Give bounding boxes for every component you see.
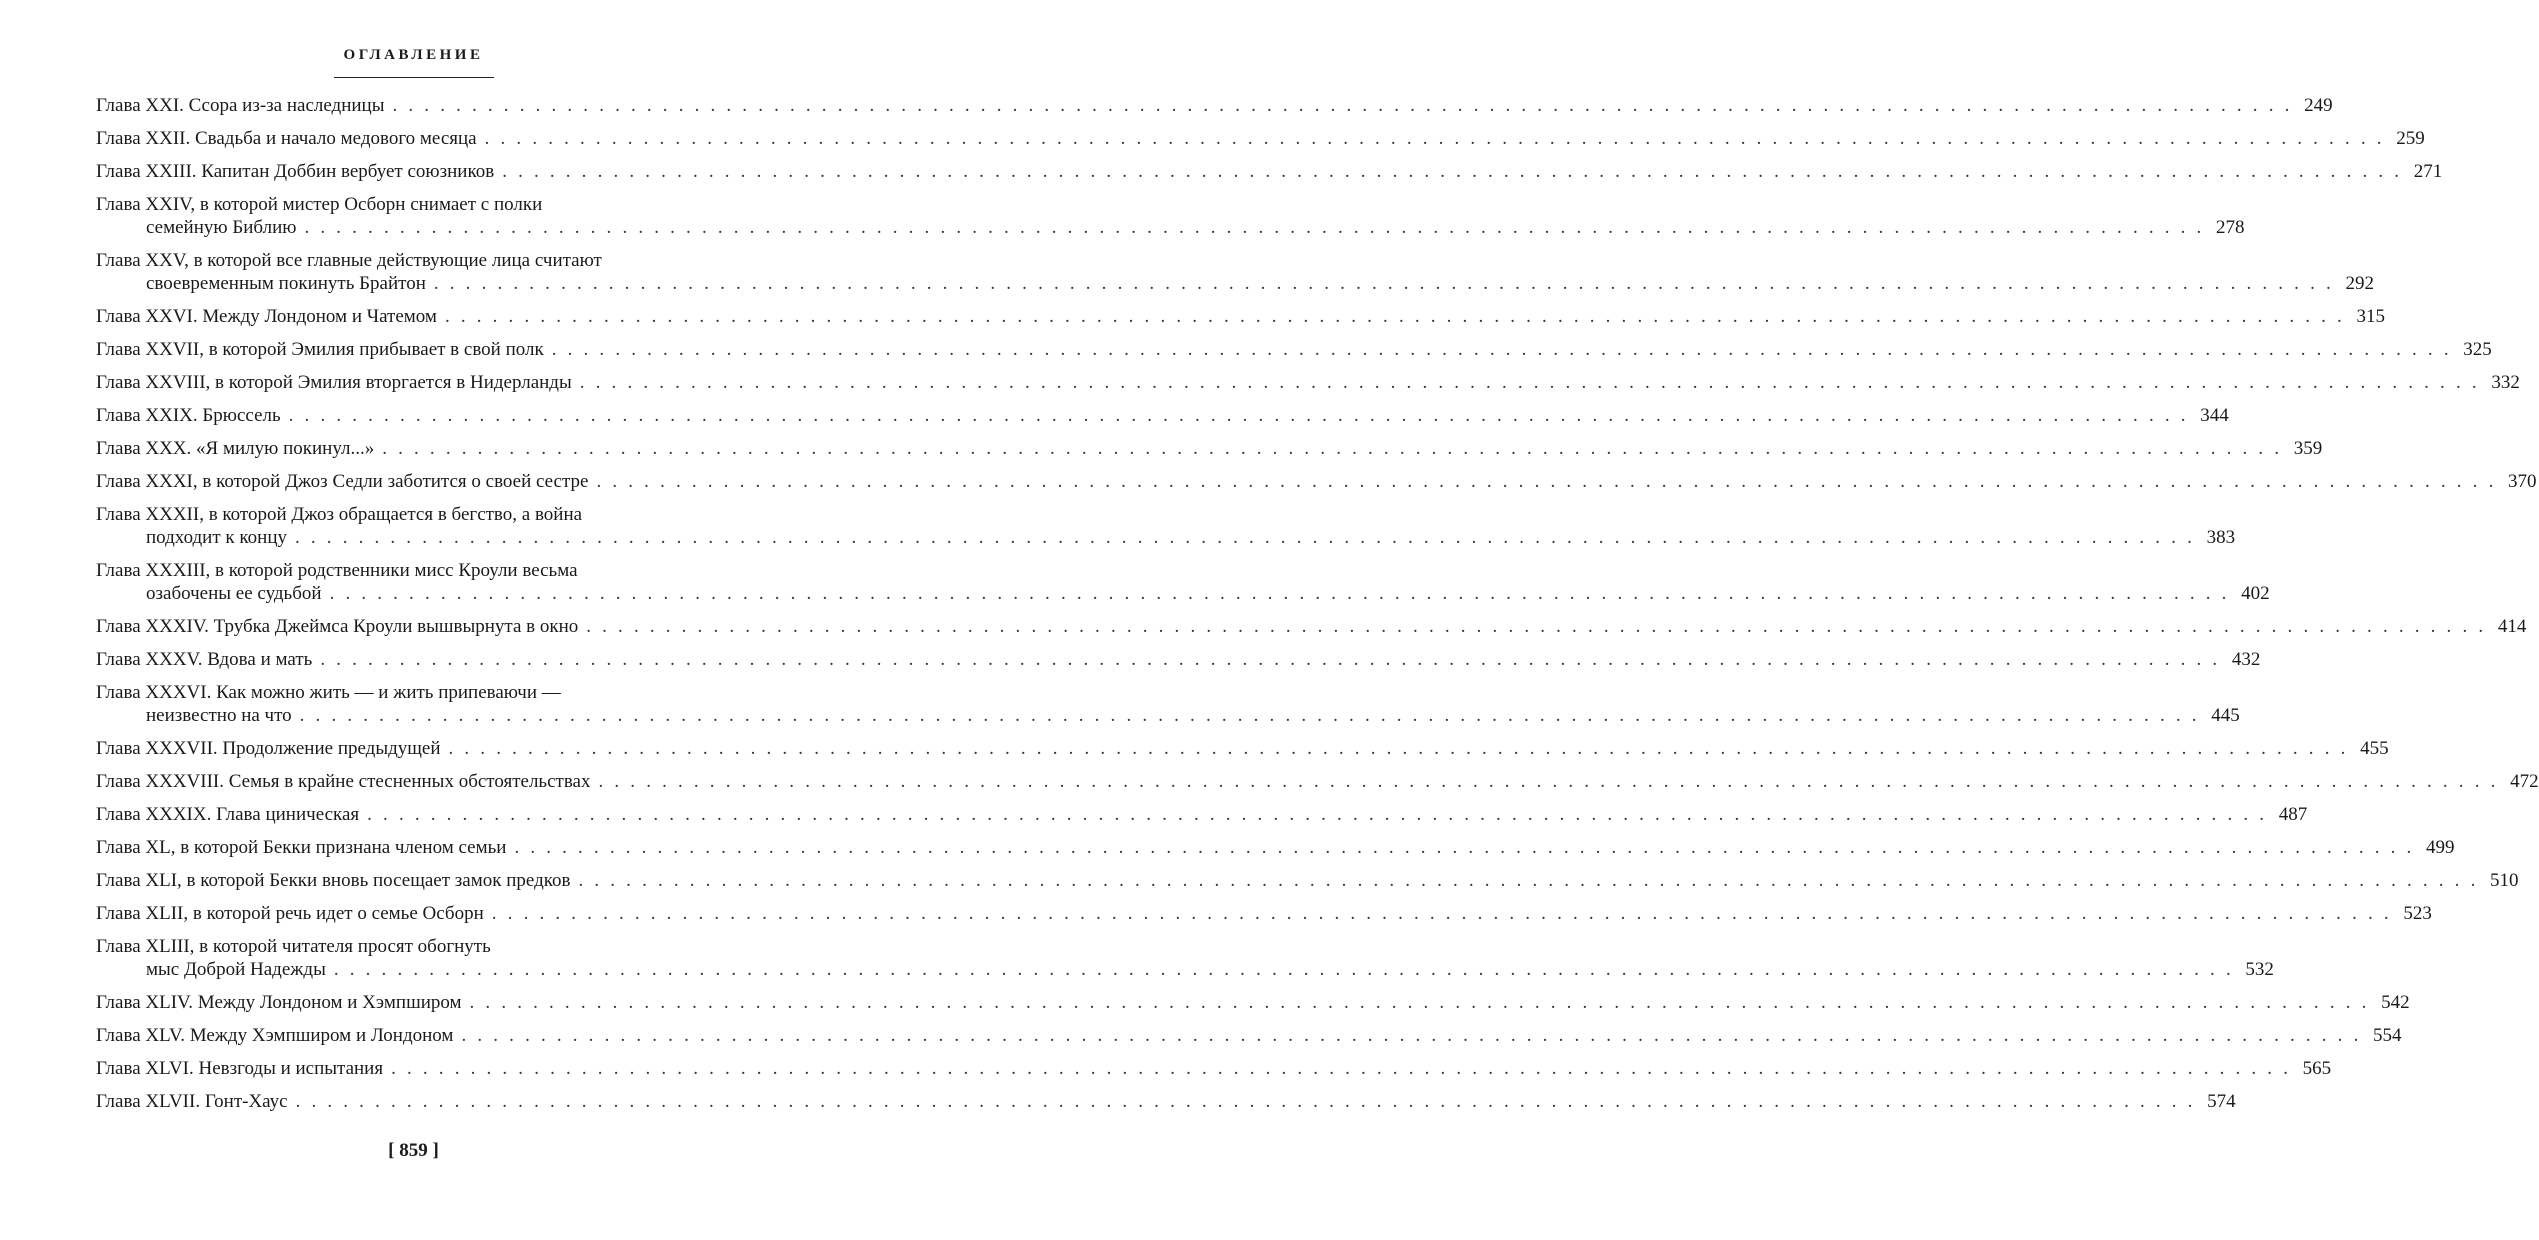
toc-entry-title-line: Глава XXXIV. Трубка Джеймса Кроули вышвырнута в окно (96, 616, 579, 637)
toc-entry-row (96, 869, 2519, 892)
toc-entry (96, 803, 2308, 826)
toc-entry-page: 332 (2491, 372, 2520, 393)
toc-entry-page: 445 (2211, 705, 2240, 726)
toc-entry-page: 565 (2302, 1058, 2332, 1079)
toc-entry-title-line: Глава XXXI, в которой Джоз Седли заботится о своей сестре (96, 471, 589, 492)
toc-entry-page: 315 (2356, 306, 2386, 327)
toc-entry-page: 532 (2245, 959, 2274, 980)
toc-entry-page: 499 (2426, 837, 2455, 858)
toc-entry-row (96, 272, 2374, 295)
toc-entry-title-line: Глава XXXVI. Как можно жить — и жить припеваючи — (96, 682, 561, 703)
toc-entry (96, 503, 2236, 549)
page-title: ОГЛАВЛЕНИЕ (343, 47, 484, 63)
toc-entry-row (96, 338, 2492, 361)
toc-entry (96, 869, 2519, 892)
dot-leader: . . . . . . . . . . . . . . . . . . . . . . . . . . . . . . . . . . . . . . . . . . . . . . . . . . . . . . . . . . . . . . . . . . . . . . . . . . . . . . . . . . . . . . . . . . . . . . . . . . . . . . . . . . . . . . . . . . . . . . . . (551, 339, 2452, 360)
toc-entry-page: 542 (2381, 992, 2410, 1013)
toc-entry-page: 259 (2396, 128, 2425, 149)
toc-entry-title-line: Глава XXXII, в которой Джоз обращается в бегство, а война (96, 504, 583, 525)
toc-entry-row (96, 615, 2527, 638)
toc-entry-title-line: семейную Библию (146, 217, 297, 238)
toc-entry (96, 94, 2333, 117)
dot-leader: . . . . . . . . . . . . . . . . . . . . . . . . . . . . . . . . . . . . . . . . . . . . . . . . . . . . . . . . . . . . . . . . . . . . . . . . . . . . . . . . . . . . . . . . . . . . . . . . . . . . . . . . . . . . . . . . . . . . . . . . (433, 273, 2334, 294)
page-header (0, 46, 827, 64)
toc-entry-title-line: Глава XXXVIII. Семья в крайне стесненных обстоятельствах (96, 771, 591, 792)
toc-entry-title-line: Глава XXVII, в которой Эмилия прибывает в свой полк (96, 339, 544, 360)
toc-entry-title-line: своевременным покинуть Брайтон (146, 273, 426, 294)
toc-entry (96, 737, 2389, 760)
dot-leader: . . . . . . . . . . . . . . . . . . . . . . . . . . . . . . . . . . . . . . . . . . . . . . . . . . . . . . . . . . . . . . . . . . . . . . . . . . . . . . . . . . . . . . . . . . . . . . . . . . . . . . . . . . . . . . . . . . . . . . . . (288, 405, 2189, 426)
toc-entry-row (96, 216, 2245, 239)
toc-entry-title-line: Глава XXVIII, в которой Эмилия вторгается в Нидерланды (96, 372, 572, 393)
toc-entry (96, 902, 2432, 925)
toc-entry-page: 574 (2207, 1091, 2236, 1112)
toc-entry (96, 1057, 2332, 1080)
dot-leader: . . . . . . . . . . . . . . . . . . . . . . . . . . . . . . . . . . . . . . . . . . . . . . . . . . . . . . . . . . . . . . . . . . . . . . . . . . . . . . . . . . . . . . . . . . . . . . . . . . . . . . . . . . . . . . . . . . . . . . . . (578, 870, 2479, 891)
toc-entry (96, 437, 2323, 460)
dot-leader: . . . . . . . . . . . . . . . . . . . . . . . . . . . . . . . . . . . . . . . . . . . . . . . . . . . . . . . . . . . . . . . . . . . . . . . . . . . . . . . . . . . . . . . . . . . . . . . . . . . . . . . . . . . . . . . . . . . . . . . . (461, 1025, 2362, 1046)
toc-entry-page: 472 (2510, 771, 2539, 792)
toc-entry-title-line: неизвестно на что (146, 705, 292, 726)
dot-leader: . . . . . . . . . . . . . . . . . . . . . . . . . . . . . . . . . . . . . . . . . . . . . . . . . . . . . . . . . . . . . . . . . . . . . . . . . . . . . . . . . . . . . . . . . . . . . . . . . . . . . . . . . . . . . . . . . . . . . . . . (502, 161, 2403, 182)
toc-entry-title-line: Глава XLII, в которой речь идет о семье Осборн (96, 903, 484, 924)
dot-leader: . . . . . . . . . . . . . . . . . . . . . . . . . . . . . . . . . . . . . . . . . . . . . . . . . . . . . . . . . . . . . . . . . . . . . . . . . . . . . . . . . . . . . . . . . . . . . . . . . . . . . . . . . . . . . . . . . . . . . . . . (586, 616, 2487, 637)
toc-entry-title-line: подходит к концу (146, 527, 287, 548)
toc-entry-row (96, 770, 2539, 793)
dot-leader: . . . . . . . . . . . . . . . . . . . . . . . . . . . . . . . . . . . . . . . . . . . . . . . . . . . . . . . . . . . . . . . . . . . . . . . . . . . . . . . . . . . . . . . . . . . . . . . . . . . . . . . . . . . . . . . . . . . . . . . . (579, 372, 2480, 393)
dot-leader: . . . . . . . . . . . . . . . . . . . . . . . . . . . . . . . . . . . . . . . . . . . . . . . . . . . . . . . . . . . . . . . . . . . . . . . . . . . . . . . . . . . . . . . . . . . . . . . . . . . . . . . . . . . . . . . . . . . . . . . . (484, 128, 2385, 149)
toc-entry-title-line: Глава XXXIII, в которой родственники мисс Кроули весьма (96, 560, 578, 581)
toc-entry-page: 523 (2403, 903, 2432, 924)
toc-entry-title-line: Глава XXX. «Я милую покинул...» (96, 438, 375, 459)
toc-entry-page: 402 (2241, 583, 2270, 604)
toc-entry (96, 470, 2537, 493)
table-of-contents (96, 94, 2539, 1123)
toc-entry-row (96, 371, 2520, 394)
toc-entry-row (96, 127, 2425, 150)
toc-entry-page: 325 (2463, 339, 2492, 360)
toc-entry-title-line: Глава XLVI. Невзгоды и испытания (96, 1058, 384, 1079)
toc-entry-title-line: Глава XXV, в которой все главные действующие лица считают (96, 250, 602, 271)
toc-entry-row (96, 404, 2229, 427)
toc-entry-title-line: озабочены ее судьбой (146, 583, 322, 604)
toc-entry (96, 935, 2274, 981)
toc-entry (96, 1024, 2402, 1047)
toc-entry-title-line: мыс Доброй Надежды (146, 959, 326, 980)
toc-entry-title-line: Глава XXXV. Вдова и мать (96, 649, 313, 670)
dot-leader: . . . . . . . . . . . . . . . . . . . . . . . . . . . . . . . . . . . . . . . . . . . . . . . . . . . . . . . . . . . . . . . . . . . . . . . . . . . . . . . . . . . . . . . . . . . . . . . . . . . . . . . . . . . . . . . . . . . . . . . . (367, 804, 2268, 825)
toc-entry-page: 271 (2413, 161, 2443, 182)
dot-leader: . . . . . . . . . . . . . . . . . . . . . . . . . . . . . . . . . . . . . . . . . . . . . . . . . . . . . . . . . . . . . . . . . . . . . . . . . . . . . . . . . . . . . . . . . . . . . . . . . . . . . . . . . . . . . . . . . . . . . . . . (392, 95, 2293, 116)
dot-leader: . . . . . . . . . . . . . . . . . . . . . . . . . . . . . . . . . . . . . . . . . . . . . . . . . . . . . . . . . . . . . . . . . . . . . . . . . . . . . . . . . . . . . . . . . . . . . . . . . . . . . . . . . . . . . . . . . . . . . . . . (295, 527, 2196, 548)
dot-leader: . . . . . . . . . . . . . . . . . . . . . . . . . . . . . . . . . . . . . . . . . . . . . . . . . . . . . . . . . . . . . . . . . . . . . . . . . . . . . . . . . . . . . . . . . . . . . . . . . . . . . . . . . . . . . . . . . . . . . . . . (295, 1091, 2196, 1112)
toc-entry-title-line: Глава XXIX. Брюссель (96, 405, 281, 426)
dot-leader: . . . . . . . . . . . . . . . . . . . . . . . . . . . . . . . . . . . . . . . . . . . . . . . . . . . . . . . . . . . . . . . . . . . . . . . . . . . . . . . . . . . . . . . . . . . . . . . . . . . . . . . . . . . . . . . . . . . . . . . . (329, 583, 2230, 604)
dot-leader: . . . . . . . . . . . . . . . . . . . . . . . . . . . . . . . . . . . . . . . . . . . . . . . . . . . . . . . . . . . . . . . . . . . . . . . . . . . . . . . . . . . . . . . . . . . . . . . . . . . . . . . . . . . . . . . . . . . . . . . . (491, 903, 2392, 924)
toc-entry (96, 305, 2386, 328)
dot-leader: . . . . . . . . . . . . . . . . . . . . . . . . . . . . . . . . . . . . . . . . . . . . . . . . . . . . . . . . . . . . . . . . . . . . . . . . . . . . . . . . . . . . . . . . . . . . . . . . . . . . . . . . . . . . . . . . . . . . . . . . (320, 649, 2221, 670)
toc-entry-title-line: Глава XL, в которой Бекки признана членом семьи (96, 837, 507, 858)
toc-entry-page: 487 (2278, 804, 2308, 825)
toc-entry-title-line: Глава XLV. Между Хэмпширом и Лондоном (96, 1025, 454, 1046)
dot-leader: . . . . . . . . . . . . . . . . . . . . . . . . . . . . . . . . . . . . . . . . . . . . . . . . . . . . . . . . . . . . . . . . . . . . . . . . . . . . . . . . . . . . . . . . . . . . . . . . . . . . . . . . . . . . . . . . . . . . . . . . (469, 992, 2370, 1013)
toc-entry-page: 278 (2216, 217, 2245, 238)
toc-entry-row (96, 803, 2308, 826)
toc-entry-title-line: Глава XXVI. Между Лондоном и Чатемом (96, 306, 437, 327)
toc-entry-page: 455 (2360, 738, 2389, 759)
toc-entry-title-line: Глава XXII. Свадьба и начало медового месяца (96, 128, 477, 149)
toc-entry-page: 359 (2293, 438, 2323, 459)
toc-entry (96, 338, 2492, 361)
toc-entry-row (96, 648, 2261, 671)
toc-entry-title-line: Глава XLIII, в которой читателя просят обогнуть (96, 936, 491, 957)
toc-entry (96, 681, 2240, 727)
toc-entry-row (96, 305, 2386, 328)
toc-entry-row (96, 836, 2455, 859)
toc-entry-page: 344 (2200, 405, 2229, 426)
toc-entry-row (96, 958, 2274, 981)
header-divider (334, 77, 494, 78)
toc-entry (96, 193, 2245, 239)
toc-entry-page: 554 (2373, 1025, 2402, 1046)
dot-leader: . . . . . . . . . . . . . . . . . . . . . . . . . . . . . . . . . . . . . . . . . . . . . . . . . . . . . . . . . . . . . . . . . . . . . . . . . . . . . . . . . . . . . . . . . . . . . . . . . . . . . . . . . . . . . . . . . . . . . . . . (304, 217, 2205, 238)
toc-entry (96, 836, 2455, 859)
toc-entry-page: 370 (2508, 471, 2537, 492)
toc-entry-row (96, 704, 2240, 727)
dot-leader: . . . . . . . . . . . . . . . . . . . . . . . . . . . . . . . . . . . . . . . . . . . . . . . . . . . . . . . . . . . . . . . . . . . . . . . . . . . . . . . . . . . . . . . . . . . . . . . . . . . . . . . . . . . . . . . . . . . . . . . . (444, 306, 2346, 327)
dot-leader: . . . . . . . . . . . . . . . . . . . . . . . . . . . . . . . . . . . . . . . . . . . . . . . . . . . . . . . . . . . . . . . . . . . . . . . . . . . . . . . . . . . . . . . . . . . . . . . . . . . . . . . . . . . . . . . . . . . . . . . . (299, 705, 2200, 726)
dot-leader: . . . . . . . . . . . . . . . . . . . . . . . . . . . . . . . . . . . . . . . . . . . . . . . . . . . . . . . . . . . . . . . . . . . . . . . . . . . . . . . . . . . . . . . . . . . . . . . . . . . . . . . . . . . . . . . . . . . . . . . . (333, 959, 2234, 980)
toc-entry-row (96, 1024, 2402, 1047)
toc-entry (96, 160, 2443, 183)
toc-entry-page: 383 (2206, 527, 2236, 548)
toc-entry-row (96, 737, 2389, 760)
toc-entry-page: 249 (2304, 95, 2333, 116)
toc-entry (96, 770, 2539, 793)
toc-entry-row (96, 470, 2537, 493)
dot-leader: . . . . . . . . . . . . . . . . . . . . . . . . . . . . . . . . . . . . . . . . . . . . . . . . . . . . . . . . . . . . . . . . . . . . . . . . . . . . . . . . . . . . . . . . . . . . . . . . . . . . . . . . . . . . . . . . . . . . . . . . (598, 771, 2499, 792)
toc-entry (96, 249, 2374, 295)
toc-entry-title-line: Глава XXI. Ссора из-за наследницы (96, 95, 385, 116)
toc-entry-row (96, 526, 2236, 549)
toc-entry (96, 991, 2410, 1014)
toc-entry (96, 127, 2425, 150)
toc-entry (96, 648, 2261, 671)
toc-entry-page: 414 (2497, 616, 2527, 637)
dot-leader: . . . . . . . . . . . . . . . . . . . . . . . . . . . . . . . . . . . . . . . . . . . . . . . . . . . . . . . . . . . . . . . . . . . . . . . . . . . . . . . . . . . . . . . . . . . . . . . . . . . . . . . . . . . . . . . . . . . . . . . . (596, 471, 2497, 492)
toc-entry (96, 1090, 2236, 1113)
toc-entry (96, 559, 2270, 605)
toc-entry-row (96, 94, 2333, 117)
toc-entry-row (96, 1090, 2236, 1113)
toc-entry (96, 615, 2527, 638)
toc-entry-title-line: Глава XLVII. Гонт-Хаус (96, 1091, 288, 1112)
toc-entry-title-line: Глава XXIV, в которой мистер Осборн снимает с полки (96, 194, 543, 215)
dot-leader: . . . . . . . . . . . . . . . . . . . . . . . . . . . . . . . . . . . . . . . . . . . . . . . . . . . . . . . . . . . . . . . . . . . . . . . . . . . . . . . . . . . . . . . . . . . . . . . . . . . . . . . . . . . . . . . . . . . . . . . . (382, 438, 2283, 459)
toc-entry-page: 292 (2345, 273, 2374, 294)
toc-entry-title-line: Глава XLI, в которой Бекки вновь посещает замок предков (96, 870, 571, 891)
toc-entry-page: 510 (2490, 870, 2519, 891)
toc-entry (96, 371, 2520, 394)
toc-entry-row (96, 991, 2410, 1014)
toc-entry-row (96, 160, 2443, 183)
dot-leader: . . . . . . . . . . . . . . . . . . . . . . . . . . . . . . . . . . . . . . . . . . . . . . . . . . . . . . . . . . . . . . . . . . . . . . . . . . . . . . . . . . . . . . . . . . . . . . . . . . . . . . . . . . . . . . . . . . . . . . . . (514, 837, 2415, 858)
toc-entry-row (96, 1057, 2332, 1080)
toc-entry (96, 404, 2229, 427)
toc-entry-page: 432 (2231, 649, 2261, 670)
toc-entry-row (96, 437, 2323, 460)
toc-entry-row (96, 582, 2270, 605)
dot-leader: . . . . . . . . . . . . . . . . . . . . . . . . . . . . . . . . . . . . . . . . . . . . . . . . . . . . . . . . . . . . . . . . . . . . . . . . . . . . . . . . . . . . . . . . . . . . . . . . . . . . . . . . . . . . . . . . . . . . . . . . (391, 1058, 2292, 1079)
toc-entry-row (96, 902, 2432, 925)
page-number: [ 859 ] (388, 1140, 439, 1161)
toc-entry-title-line: Глава XLIV. Между Лондоном и Хэмпширом (96, 992, 462, 1013)
dot-leader: . . . . . . . . . . . . . . . . . . . . . . . . . . . . . . . . . . . . . . . . . . . . . . . . . . . . . . . . . . . . . . . . . . . . . . . . . . . . . . . . . . . . . . . . . . . . . . . . . . . . . . . . . . . . . . . . . . . . . . . . (448, 738, 2349, 759)
toc-entry-title-line: Глава XXIII. Капитан Доббин вербует союзников (96, 161, 495, 182)
toc-entry-title-line: Глава XXXVII. Продолжение предыдущей (96, 738, 441, 759)
toc-entry-title-line: Глава XXXIX. Глава циническая (96, 804, 360, 825)
